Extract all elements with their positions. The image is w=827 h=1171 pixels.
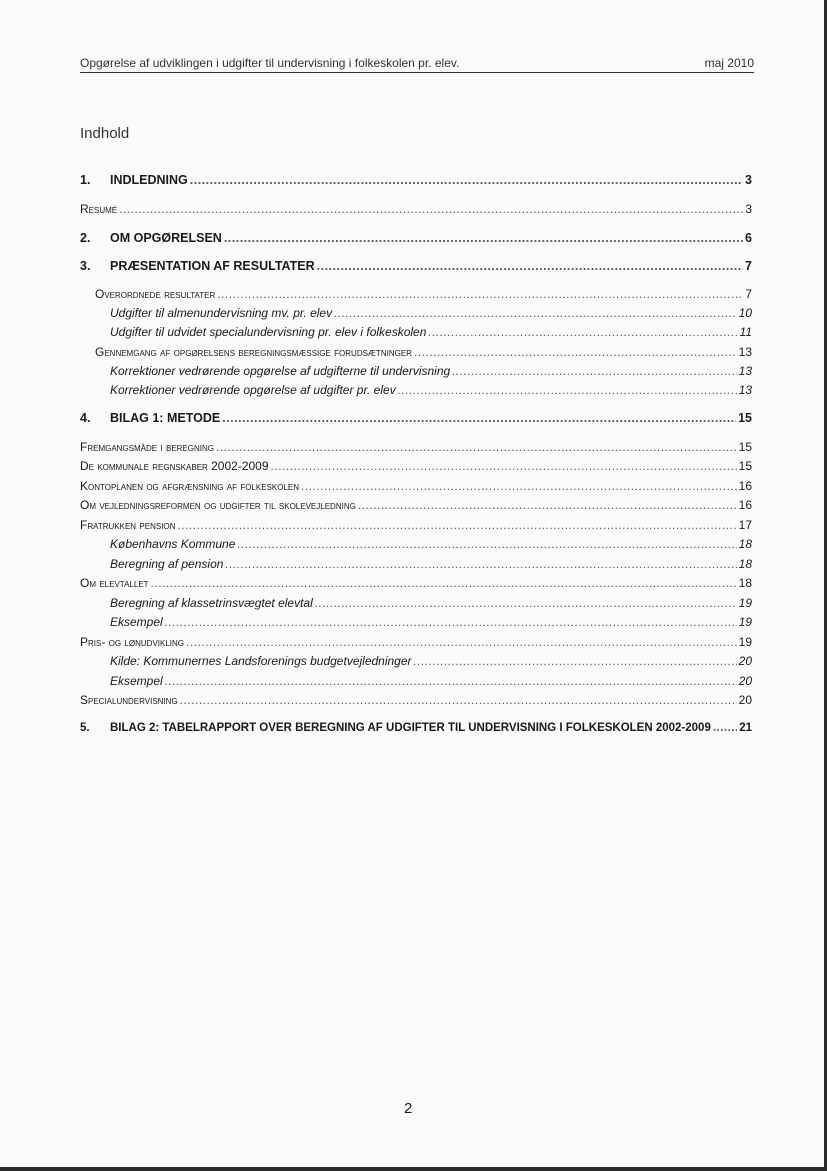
toc-leader	[713, 722, 737, 734]
toc-leader	[165, 615, 737, 629]
toc-leader	[452, 364, 736, 378]
toc-page: 7	[745, 287, 752, 301]
toc-text: Pris- og lønudvikling	[80, 635, 185, 649]
toc-text: Københavns Kommune	[110, 537, 236, 551]
toc-text: Kilde: Kommunernes Landsforenings budgetvejledninger	[110, 654, 412, 668]
toc-text: Fratrukken pension	[80, 518, 176, 532]
toc-leader	[165, 674, 737, 688]
toc-entry-pris-loen[interactable]	[80, 635, 752, 649]
toc-entry-resume[interactable]	[80, 202, 752, 216]
toc-leader	[414, 345, 737, 359]
toc-entry-3[interactable]	[80, 259, 752, 273]
toc-text: Overordnede resultater	[95, 287, 216, 301]
toc-number: 3.	[80, 259, 91, 273]
toc-page: 19	[738, 635, 752, 649]
toc-leader	[186, 635, 737, 649]
toc-text: Om vejledningsreformen og udgifter til skolevejledning	[80, 498, 356, 512]
toc-entry-elevtallet[interactable]	[80, 576, 752, 590]
toc-page: 11	[739, 325, 752, 339]
toc-entry-vejledningsreformen[interactable]	[80, 498, 752, 512]
toc-entry-1[interactable]	[80, 173, 752, 187]
toc-entry-almenundervisning[interactable]	[110, 306, 752, 320]
header-date: maj 2010	[704, 56, 754, 70]
toc-entry-kontoplanen[interactable]	[80, 479, 752, 493]
toc-page: 10	[738, 306, 752, 320]
toc-leader	[315, 596, 737, 610]
toc-entry-korrektioner-elev[interactable]	[110, 383, 752, 397]
toc-page: 19	[738, 596, 752, 610]
toc-text: INDLEDNING	[110, 173, 188, 187]
toc-page: 6	[745, 231, 752, 245]
page-number: 2	[404, 1100, 413, 1117]
toc-page: 20	[738, 674, 752, 688]
toc-entry-fratrukken-pension[interactable]	[80, 518, 752, 532]
toc-page: 13	[738, 383, 752, 397]
header-title: Opgørelse af udviklingen i udgifter til undervisning i folkeskolen pr. elev.	[80, 56, 460, 70]
toc-page: 20	[738, 693, 752, 707]
toc-entry-regnskaber[interactable]	[80, 459, 752, 473]
toc-text: Eksempel	[110, 615, 163, 629]
toc-text: Udgifter til almenundervisning mv. pr. elev	[110, 306, 333, 320]
toc-entry-eksempel-2[interactable]	[110, 674, 752, 688]
toc-leader	[216, 440, 737, 454]
toc-page: 15	[738, 459, 752, 473]
toc-text: Fremgangsmåde i beregning	[80, 440, 215, 454]
toc-page: 17	[738, 518, 752, 532]
toc-leader	[217, 287, 743, 301]
toc-leader	[237, 537, 736, 551]
toc-number: 4.	[80, 411, 91, 425]
toc-page: 13	[738, 345, 752, 359]
toc-number: 1.	[80, 173, 91, 187]
toc-text: Kontoplanen og afgrænsning af folkeskolen	[80, 479, 300, 493]
toc-text: Beregning af pension	[110, 557, 224, 571]
toc-text: Korrektioner vedrørende opgørelse af udgifter pr. elev	[110, 383, 396, 397]
toc-text: Om elevtallet	[80, 576, 149, 590]
toc-entry-specialundervisning[interactable]	[110, 325, 752, 339]
toc-entry-koebenhavns-kommune[interactable]	[110, 537, 752, 551]
toc-leader	[180, 693, 737, 707]
toc-entry-5[interactable]	[80, 722, 752, 734]
toc-leader	[301, 479, 737, 493]
toc-leader	[358, 498, 737, 512]
toc-number: 5.	[80, 722, 90, 734]
toc-number: 2.	[80, 231, 91, 245]
toc-leader	[271, 459, 737, 473]
toc-leader	[334, 306, 737, 320]
toc-page: 3	[745, 173, 752, 187]
toc-leader	[119, 202, 743, 216]
toc-entry-gennemgang[interactable]	[95, 345, 752, 359]
toc-page: 18	[738, 557, 752, 571]
toc-text: Eksempel	[110, 674, 163, 688]
toc-page: 3	[745, 202, 752, 216]
toc-entry-fremgangsmaade[interactable]	[80, 440, 752, 454]
toc-leader	[398, 383, 737, 397]
toc-page: 21	[739, 722, 752, 734]
toc-entry-2[interactable]	[80, 231, 752, 245]
toc-leader	[224, 231, 743, 245]
toc-text: Korrektioner vedrørende opgørelse af udgifterne til undervisning	[110, 364, 451, 378]
toc-text: PRÆSENTATION AF RESULTATER	[110, 259, 315, 273]
toc-text: OM OPGØRELSEN	[110, 231, 222, 245]
toc-page: 18	[738, 537, 752, 551]
toc-entry-kilde[interactable]	[110, 654, 752, 668]
toc-text: Gennemgang af opgørelsens beregningsmæssige forudsætninger	[95, 345, 412, 359]
toc-text: Resumé	[80, 202, 118, 216]
toc-leader	[428, 325, 737, 339]
toc-text: De kommunale regnskaber 2002-2009	[80, 459, 269, 473]
toc-page: 15	[738, 411, 752, 425]
toc-text: BILAG 1: METODE	[110, 411, 221, 425]
toc-leader	[225, 557, 736, 571]
toc-leader	[151, 576, 737, 590]
toc-entry-eksempel-1[interactable]	[110, 615, 752, 629]
toc-entry-specialundervisning-bilag[interactable]	[80, 693, 752, 707]
toc-page: 16	[738, 498, 752, 512]
toc-leader	[414, 654, 737, 668]
toc-entry-overordnede[interactable]	[95, 287, 752, 301]
toc-heading: Indhold	[80, 125, 130, 142]
toc-text: BILAG 2: TABELRAPPORT OVER BEREGNING AF UDGIFTER TIL UNDERVISNING I FOLKESKOLEN 2002-2009	[110, 722, 711, 734]
toc-page: 16	[738, 479, 752, 493]
toc-page: 13	[738, 364, 752, 378]
toc-leader	[222, 411, 736, 425]
toc-entry-klassetrinsvaegtet[interactable]	[110, 596, 752, 610]
toc-leader	[190, 173, 743, 187]
toc-page: 15	[738, 440, 752, 454]
toc-page: 18	[738, 576, 752, 590]
toc-entry-4[interactable]	[80, 411, 752, 425]
scan-edge-bottom	[0, 1167, 827, 1171]
page-header	[80, 56, 754, 72]
toc-page: 20	[738, 654, 752, 668]
toc-text: Specialundervisning	[80, 693, 178, 707]
toc-text: Udgifter til udvidet specialundervisning pr. elev i folkeskolen	[110, 325, 427, 339]
toc-text: Beregning af klassetrinsvægtet elevtal	[110, 596, 313, 610]
header-divider	[80, 72, 754, 73]
toc-entry-korrektioner-undervisning[interactable]	[110, 364, 752, 378]
toc-page: 7	[745, 259, 752, 273]
toc-leader	[317, 259, 743, 273]
toc-leader	[177, 518, 736, 532]
toc-page: 19	[738, 615, 752, 629]
toc-entry-beregning-pension[interactable]	[110, 557, 752, 571]
